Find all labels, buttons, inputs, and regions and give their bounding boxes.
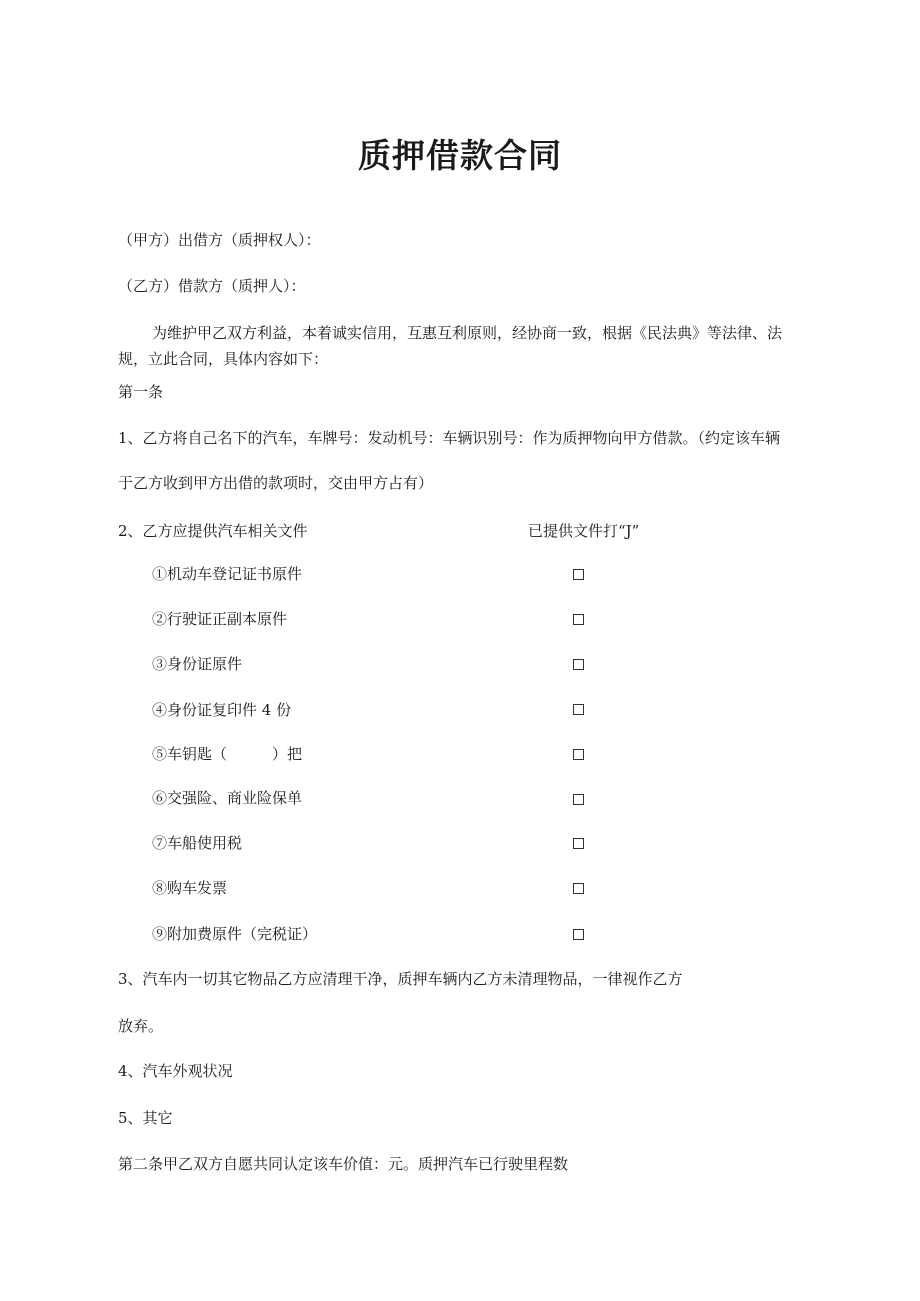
document-item: ⑨附加费原件（完税证） — [152, 925, 318, 943]
checkbox[interactable] — [573, 749, 584, 760]
checkbox[interactable] — [573, 794, 584, 805]
intro-paragraph: 为维护甲乙双方利益，本着诚实信用，互惠互利原则，经协商一致，根据《民法典》等法律、法规，立此合同，具体内容如下： — [118, 324, 783, 368]
document-title: 质押借款合同 — [358, 136, 562, 175]
document-item: ⑤车钥匙（ ）把 — [152, 745, 303, 763]
checkbox[interactable] — [573, 569, 584, 580]
document-item: ②行驶证正副本原件 — [152, 610, 288, 628]
checkbox[interactable] — [573, 838, 584, 849]
clause-2-heading: 2、乙方应提供汽车相关文件 — [118, 522, 308, 540]
document-item: ①机动车登记证书原件 — [152, 565, 303, 583]
document-item: ⑥交强险、商业险保单 — [152, 789, 303, 807]
checkbox[interactable] — [573, 883, 584, 894]
document-item: ⑧购车发票 — [152, 879, 228, 897]
party-a-line: （甲方）出借方（质押权人）： — [118, 231, 321, 249]
clause-3-line-1: 3、汽车内一切其它物品乙方应清理干净，质押车辆内乙方未清理物品，一律视作乙方 — [118, 970, 683, 988]
document-item: ⑦车船使用税 — [152, 834, 243, 852]
checklist-header: 已提供文件打“J” — [528, 522, 640, 540]
clause-5: 5、其它 — [118, 1109, 173, 1127]
party-b-line: （乙方）借款方（质押人）： — [118, 277, 306, 295]
article-2: 第二条甲乙双方自愿共同认定该车价值：元。质押汽车已行驶里程数 — [118, 1155, 569, 1173]
checkbox[interactable] — [573, 614, 584, 625]
clause-1-line-2: 于乙方收到甲方出借的款项时，交由甲方占有） — [118, 474, 434, 492]
checkbox[interactable] — [573, 704, 584, 715]
article-1-heading: 第一条 — [118, 383, 164, 401]
clause-1-line-1: 1、乙方将自己名下的汽车，车牌号：发动机号：车辆识别号：作为质押物向甲方借款。（约定该车辆 — [118, 429, 781, 447]
clause-3-line-2: 放弃。 — [118, 1017, 164, 1035]
checkbox[interactable] — [573, 659, 584, 670]
checkbox[interactable] — [573, 929, 584, 940]
document-item: ③身份证原件 — [152, 655, 243, 673]
clause-4: 4、汽车外观状况 — [118, 1062, 233, 1080]
document-item: ④身份证复印件 4 份 — [152, 701, 292, 719]
